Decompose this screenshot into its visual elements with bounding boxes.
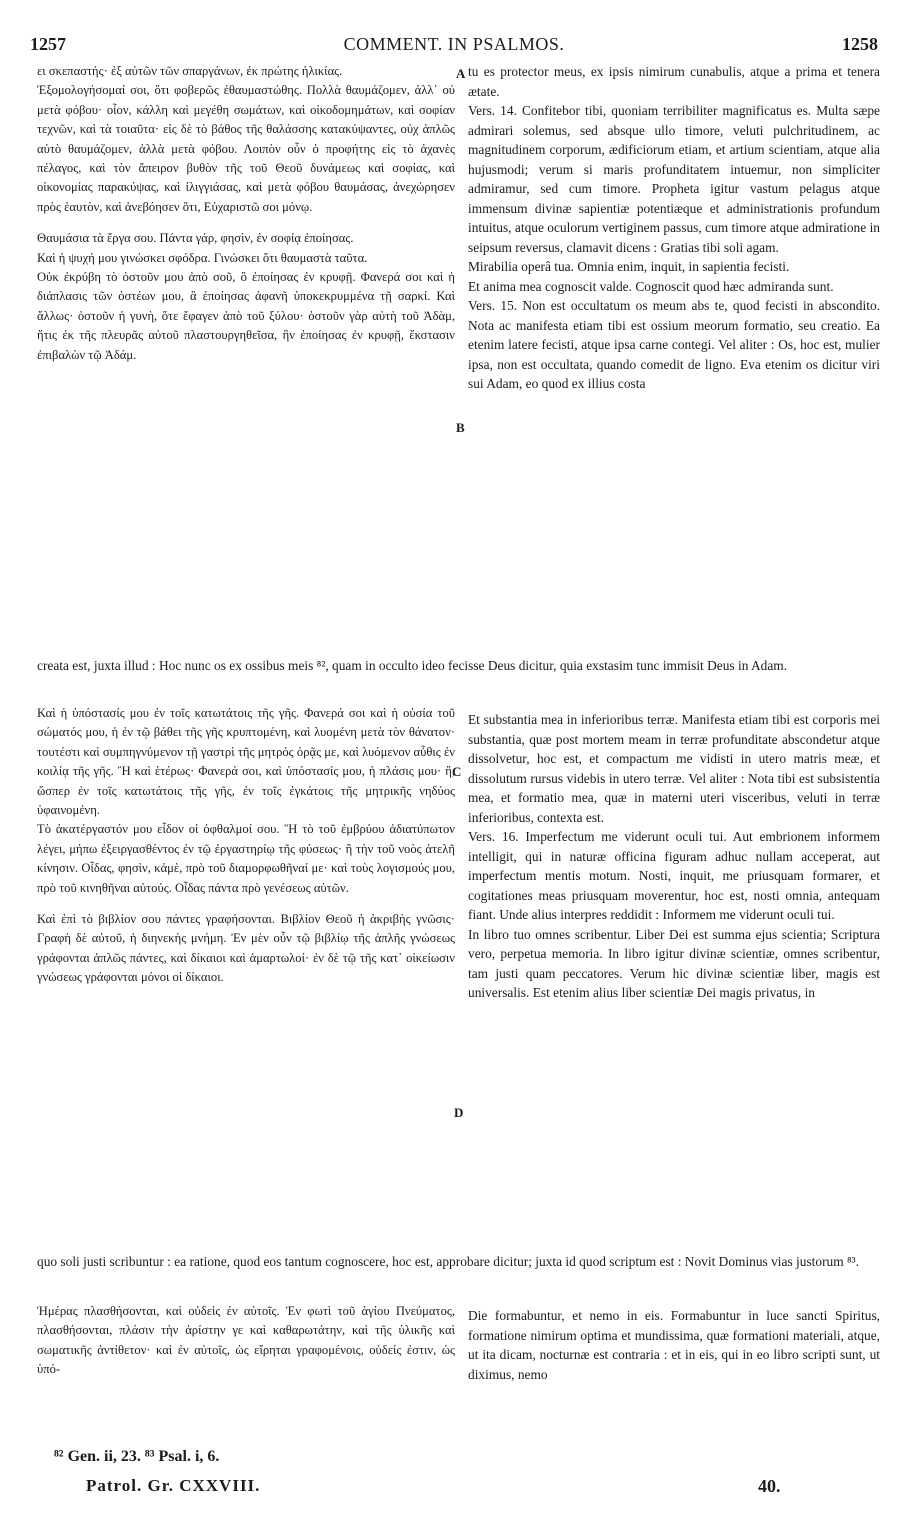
latin-paragraph: tu es protector meus, ex ipsis nimirum cunabulis, atque a prima et tenera ætate. — [468, 64, 880, 99]
running-header — [30, 34, 878, 60]
greek-paragraph: Τὸ ἀκατέργαστόν μου εἶδον οἱ ὀφθαλμοί σου. Ἢ τὸ τοῦ ἐμβρύου ἀδιατύπωτον λέγει, μήπω ἐξειργασθέντος ἐν τῷ ἐργαστηρίῳ τῆς φύσεως· ἢ τὴν τοῦ νοὸς ἀτελῆ κίνησιν. Οἶδας, φησὶν, κἀμὲ, πρὸ τοῦ διαμορφωθῆναί με· καὶ τοὺς λογισμούς μου, πρὸ τοῦ κινηθῆναι αὐτούς. Οἶδας πάντα πρὸ γενέσεως αὐτῶν. — [37, 822, 455, 895]
margin-marker-b: B — [456, 420, 465, 435]
page-number-right: 1258 — [842, 34, 878, 54]
greek-paragraph: Καὶ ἡ ψυχή μου γινώσκει σφόδρα. Γινώσκει ὅτι θαυμαστὰ ταῦτα. — [37, 250, 368, 265]
latin-column-lower — [468, 1306, 880, 1384]
latin-paragraph: In libro tuo omnes scribentur. Liber Dei est summa ejus scientia; Scriptura vero, perpetua memoria. In libro igitur divinæ scientiæ, omnes scribentur, tam justi quam peccatores. Verum hic divinæ scientiæ liber, magis est universalis. Est etenim alius liber scientiæ Dei magis privatus, in — [468, 926, 880, 1000]
running-title: COMMENT. IN PSALMOS. — [343, 34, 565, 54]
latin-column-upper — [468, 62, 880, 394]
greek-paragraph: Οὐκ ἐκρύβη τὸ ὀστοῦν μου ἀπὸ σοῦ, ὃ ἐποίησας ἐν κρυφῇ. Φανερά σοι καὶ ἡ διάπλασις τῶν ὀστέων μου, ἃ ἐποίησας ἀφανῆ ὑποκεκρυμμένα τῇ σαρκί. Καὶ ἄλλως· ὀστοῦν ἡ γυνὴ, ὅτε ἔφαγεν ἀπὸ τοῦ ξύλου· ὀστοῦν γὰρ αὐτὴ τοῦ Ἀδὰμ, ἥτις ἐκ τῆς πλευρᾶς αὐτοῦ πλαστουργηθεῖσα, ἣν ἐποίησας ἐν κρυφῇ, ἔκστασιν ἐπιβαλὼν τῷ Ἀδάμ. — [37, 270, 455, 362]
greek-paragraph: Θαυμάσια τὰ ἔργα σου. Πάντα γάρ, φησὶν, ἐν σοφίᾳ ἐποίησας. — [37, 231, 354, 246]
greek-column-upper — [37, 62, 455, 365]
latin-paragraph: Mirabilia operâ tua. Omnia enim, inquit, in sapientia fecisti. — [468, 259, 790, 274]
greek-paragraph: Καὶ ἐπὶ τὸ βιβλίον σου πάντες γραφήσονται. Βιβλίον Θεοῦ ἡ ἀκριβὴς γνῶσις· Γραφὴ δὲ αὐτοῦ, ἡ διηνεκὴς μνήμη. Ἐν μὲν οὖν τῷ βιβλίῳ τῆς ἁπλῆς γνώσεως γράφονται ἁπλῶς πάντες, καὶ δίκαιοι καὶ ἁμαρτωλοί· ἐν δὲ τῷ τῆς κατ᾽ οἰκείωσιν γνώσεως γράφονται μόνοι οἱ δίκαιοι. — [37, 912, 455, 985]
signature-number: 40. — [758, 1476, 781, 1496]
full-width-paragraph: quo soli justi scribuntur : ea ratione, quod eos tantum cognoscere, hoc est, approbare dicitur; juxta id quod scriptum est : Novit Dominus vias justorum ⁸³. — [37, 1254, 860, 1269]
latin-paragraph: Vers. 15. Non est occultatum os meum abs te, quod fecisti in abscondito. Nota ac manifesta etiam tibi est ossium meorum formatio, seu creatio. Ea etenim latere fecisti, atque ipsa carne contegi. Vel aliter : Os, hoc est, mulier ipsa, non est occultata, quando comedit de ligno. Eva etenim os dicitur viri sui Adam, eo quod ex illius costa — [468, 298, 880, 391]
greek-paragraph: ει σκεπαστής· ἐξ αὐτῶν τῶν σπαργάνων, ἐκ πρώτης ἡλικίας. — [37, 64, 343, 78]
greek-paragraph: Ἐξομολογήσομαί σοι, ὅτι φοβερῶς ἐθαυμαστώθης. Πολλὰ θαυμάζομεν, ἀλλ᾽ οὐ μετὰ φόβου· οἷον, κάλλη καὶ μεγέθη σωμάτων, καὶ οἰκοδομημάτων, καὶ σοφίαν τεχνῶν, καὶ τὰ τοιαῦτα· εἰς δὲ τὸ βάθος τῆς θαλάσσης κατακύψαντες, οὐχ ἁπλῶς αὐτὸ θαυμάζομεν, ἀλλὰ μετὰ φόβου. Λοιπὸν οὖν ὁ προφήτης εἰς τὸ ἀχανὲς πέλαγος, καὶ τὸν ἄπειρον βυθὸν τῆς τοῦ Θεοῦ δυνάμεως καὶ σοφίας, καὶ οἰκονομίας παρακύψας, καὶ ἰλιγγιάσας, καὶ μετὰ φόβου θαυμάσας, ἀνεχώρησεν πρὸς ἑαυτὸν, καὶ ἀνεβόησεν ὅτι, Εὐχαριστῶ σοι μόνῳ. — [37, 83, 455, 214]
full-width-text-2 — [37, 1252, 881, 1272]
greek-paragraph: Ἡμέρας πλασθήσονται, καὶ οὐδεὶς ἐν αὐτοῖς. Ἐν φωτὶ τοῦ ἁγίου Πνεύματος, πλασθήσονται, πλάσιν τὴν ἀρίστην γε καὶ καθαρωτάτην, καὶ τῆς ὑλικῆς καὶ σωματικῆς ἀντίθετον· καὶ ἐν αὐτοῖς, ὡς εἴρηται γραφομένοις, οὐδείς ἐστιν, ὡς ὑπό- — [37, 1304, 455, 1377]
latin-paragraph: Die formabuntur, et nemo in eis. Formabuntur in luce sancti Spiritus, formatione nimirum optima et mundissima, quæ formationi materiali, atque, ut ita dicam, nocturnæ est contraria : et in eis, qui in eo libro scripti sunt, ut diximus, nemo — [468, 1308, 880, 1382]
footnotes: ⁸² Gen. ii, 23. ⁸³ Psal. i, 6. — [54, 1448, 220, 1465]
latin-paragraph: Et substantia mea in inferioribus terræ. Manifesta etiam tibi est corporis mei substantia, quæ post mortem meam in terræ profunditate abscondetur atque dissolvetur, hoc est, et compactum me vidisti in utero matris meæ, et dissolutum rursus videbis in utero terræ. Vel aliter : Nota tibi est subsistentia mea, et formatio mea, quæ in materni uteri visceribus, veluti in terræ inferioribus, contexta est. — [468, 712, 880, 825]
full-width-text-1 — [37, 656, 881, 676]
greek-column-lower — [37, 1302, 455, 1380]
margin-marker-a: A — [456, 66, 466, 81]
page-number-left: 1257 — [30, 34, 66, 54]
full-width-paragraph: creata est, juxta illud : Hoc nunc os ex ossibus meis ⁸², quam in occulto ideo fecisse Deus dicitur, quia exstasim tunc immisit Deus in Adam. — [37, 658, 788, 673]
latin-column-middle — [468, 710, 880, 1003]
latin-paragraph: Vers. 14. Confitebor tibi, quoniam terribiliter magnificatus es. Multa sæpe admirari solemus, sed absque ullo timore, veluti pulchritudinem, ac magnitudinem corporum, ædificiorum etiam, et artium scientiam, atque alia hujusmodi; verum si maris profunditatem intuemur, non simpliciter admiramur, sed cum timore. Propheta igitur vastum pelagus atque immensum divinæ sapientiæ potentiæque et administrationis profundum intuitus, atque oculorum vertiginem passus, cum timore atque admiratione in seipsum reversus, clamavit dicens : Gratias tibi soli agam. — [468, 103, 880, 255]
greek-paragraph: Καὶ ἡ ὑπόστασίς μου ἐν τοῖς κατωτάτοις τῆς γῆς. Φανερά σοι καὶ ἡ οὐσία τοῦ σώματός μου, ἡ ἐν τῷ βάθει τῆς γῆς κρυπτομένη, καὶ λυομένη μετὰ τὸν θάνατον· τουτέστι καὶ συμπηγνύμενον τῇ γαστρὶ τῆς μητρός ὁρᾷς με, καὶ λυόμενον αὖθις ἐν κοιλίᾳ τῆς γῆς. Ἢ καὶ ἑτέρως· Φανερά σοι, καὶ ὑπόστασίς μου, ἡ πλάσις μου· ἢ, ὥσπερ ἐν τοῖς κατωτάτοις τῆς γῆς, ἐν τοῖς ἐγκάτοις τῆς μητρικῆς νηδύος ὑφαινομένη. — [37, 706, 455, 818]
greek-column-middle — [37, 704, 455, 988]
latin-paragraph: Vers. 16. Imperfectum me viderunt oculi tui. Aut embrionem informem intelligit, qui in naturæ officina figuram adhuc nullam acceperat, aut imperfectum mentis motum. Nosti, inquit, me priusquam formarer, et cogitationes meas priusquam moverentur, hoc est, nosti omnia, antequam fiant. Unde alius interpres reddidit : Informem me viderunt oculi tui. — [468, 829, 880, 922]
series-signature: Patrol. Gr. CXXVIII. — [86, 1476, 261, 1495]
latin-paragraph: Et anima mea cognoscit valde. Cognoscit quod hæc admiranda sunt. — [468, 278, 834, 294]
margin-marker-d: D — [454, 1105, 464, 1120]
margin-marker-c: C — [452, 764, 462, 779]
